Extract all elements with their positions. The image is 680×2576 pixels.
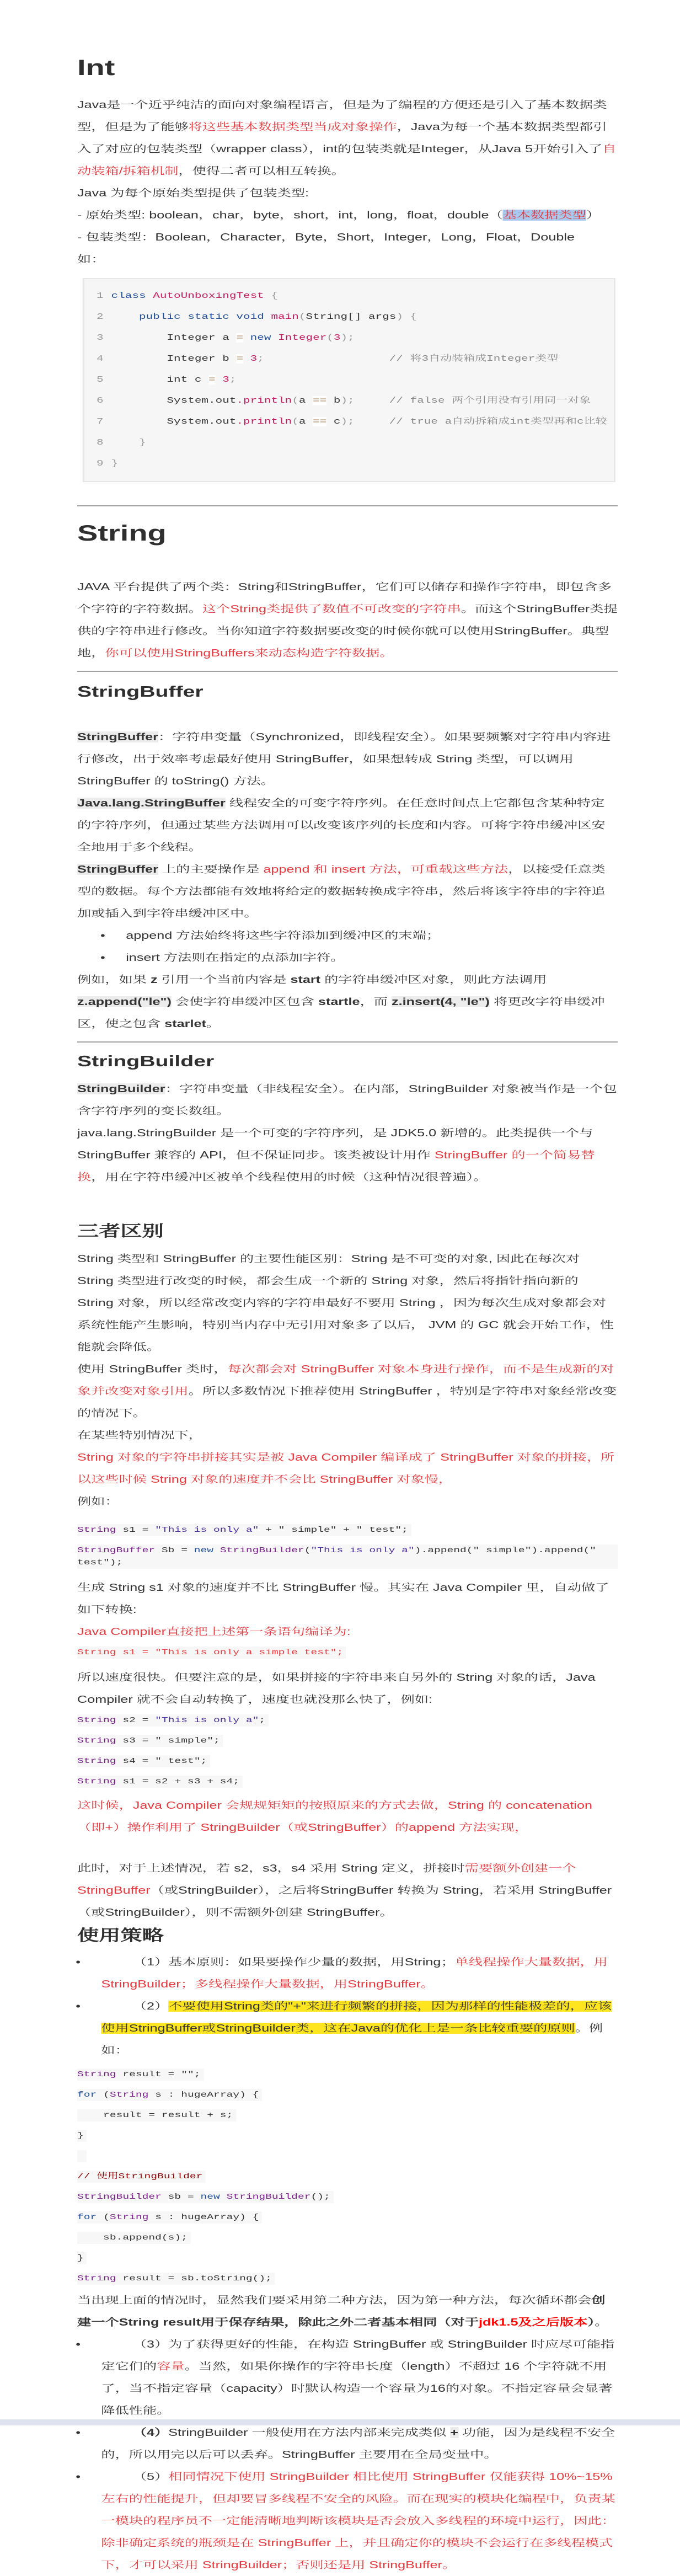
text-segment: 例如： — [77, 1496, 119, 1507]
code-line — [84, 453, 614, 474]
code-block — [83, 278, 615, 482]
line-number: 8 — [96, 438, 104, 447]
line-number: 2 — [96, 312, 104, 322]
code-token: String — [77, 1716, 116, 1725]
text-red: String 对象的字符串拼接其实是被 Java Compiler 编译成了 StringBuffer 对象的拼接，所以这些时候 String 对象的速度并不会比 StringBuffer 对象慢， — [77, 1452, 615, 1485]
code-token: String — [77, 1777, 116, 1786]
text-red: 每次都会对 StringBuffer 对象本身进行操作，而不是生成新的对象并改变对象引用 — [77, 1364, 614, 1397]
code-token: Integer b — [111, 354, 237, 364]
code-token: result = ""; — [116, 2070, 201, 2079]
text-segment: 使用策略 — [77, 1927, 164, 1944]
code-token: c — [326, 417, 341, 426]
code-token: String — [77, 1526, 116, 1535]
section-heading — [77, 54, 618, 82]
text-segment: 。 — [206, 1018, 221, 1029]
text-segment: StringBuilder 一般使用在方法内部来完成类似 — [168, 2427, 451, 2438]
code-token: } — [77, 2254, 84, 2263]
text-icode: StringBuilder — [77, 1083, 165, 1094]
code-line — [77, 2273, 275, 2285]
text-segment: ，而 — [360, 996, 392, 1007]
paragraph — [77, 1248, 618, 1358]
bullet-icon: • — [100, 952, 105, 963]
text-segment: 将更改字符串缓冲区，使之包含 — [77, 996, 605, 1029]
code-token: ).append(" simple").append(" test"); — [77, 1546, 603, 1567]
list-item — [77, 2466, 618, 2576]
code-token: { — [271, 291, 279, 301]
text-segment: 此时，对于上述情况，若 s2，s3，s4 采用 String 定义，拼接时 — [77, 1863, 465, 1874]
code-token: "This is only a" — [155, 1716, 259, 1725]
line-number: 5 — [96, 375, 104, 384]
paragraph — [77, 858, 618, 924]
code-line — [77, 1524, 411, 1536]
code-token: ); — [340, 417, 355, 426]
code-token: 3 — [243, 354, 258, 364]
code-token: // true a自动拆箱成int类型再和c比较 — [354, 417, 607, 426]
text-segment: ：字符串变量（Synchronized，即线程安全）。如果要频繁对字符串内容进行修改，出于效率考虑最好使用 StringBuffer，如果想转成 String 类型，可以调用 StringBuffer 的 toString() 方法。 — [77, 731, 611, 787]
code-line — [84, 432, 614, 453]
text-segment: 如： — [77, 254, 105, 265]
text-segment: 使用 StringBuffer 类时， — [77, 1364, 228, 1375]
text-icode: z.append("le") — [77, 996, 172, 1007]
paragraph — [77, 182, 618, 204]
text-segment: 功能，因为是线程不安全的，所以用完以后可以丢弃。StringBuffer 主要用在全局变量中。 — [101, 2427, 615, 2460]
paragraph — [77, 248, 618, 270]
code-token: .println — [236, 396, 292, 405]
code-line — [84, 286, 614, 307]
text-segment: StringBuffer — [77, 683, 204, 700]
code-token: + " simple" + " test"; — [259, 1526, 408, 1535]
code-token: ; — [229, 375, 237, 384]
article-content — [77, 54, 618, 2576]
list-item — [77, 924, 618, 947]
text-yellow: 不要使用String类的"+"来进行频繁的拼接，因为那样的性能极差的，应该使用StringBuffer或StringBuilder类，这在Java的优化上是一条比较重要的原则 — [101, 2001, 612, 2034]
paragraph — [77, 1424, 618, 1446]
list-item — [77, 2333, 618, 2422]
code-token: ); — [340, 396, 355, 405]
code-line — [77, 1544, 618, 1569]
text-segment: String — [77, 521, 167, 546]
text-red: 你可以使用StringBuffers来动态构造字符数据。 — [105, 648, 394, 659]
bullet-list — [77, 924, 618, 969]
code-token: for — [77, 2213, 97, 2222]
section-heading — [77, 1049, 618, 1073]
code-token: System.out — [111, 396, 237, 405]
text-red: 单线程操作大量数据，用StringBuilder；多线程操作大量数据，用StringBuffer。 — [101, 1957, 608, 1990]
paragraph — [77, 1446, 618, 1490]
bullet-icon: • — [76, 2339, 81, 2350]
text-bold: z — [151, 974, 158, 985]
divider — [77, 671, 618, 672]
code-token: sb.append(s); — [77, 2233, 188, 2242]
text-segment: 引用一个当前内容是 — [157, 974, 291, 985]
code-token: class — [111, 291, 153, 301]
code-token: public static void — [111, 312, 271, 322]
code-line — [77, 2089, 262, 2101]
text-segment: - 原始类型: boolean，char，byte，short，int，long，float，double（ — [77, 210, 503, 221]
list-item — [77, 2422, 618, 2466]
code-token: s3 = " simple"; — [116, 1736, 220, 1745]
text-bold: 创建一个String result用于保存结果，除此之外二者基本相同（对于 — [77, 2295, 606, 2328]
paragraph — [77, 1794, 618, 1839]
code-line — [77, 2150, 87, 2162]
code-line — [77, 1755, 210, 1767]
paragraph — [77, 1576, 618, 1621]
code-token: == — [313, 417, 327, 426]
bullet-icon: • — [76, 2427, 81, 2438]
code-line — [77, 2232, 191, 2244]
code-token: String — [109, 2091, 149, 2099]
text-segment: - 包装类型：Boolean，Character，Byte，Short，Integer，Long，Float，Double — [77, 232, 575, 243]
text-red: Java Compiler直接把上述第一条语句编译为: — [77, 1626, 351, 1637]
paragraph — [77, 1666, 618, 1711]
code-token: String — [77, 2274, 116, 2283]
text-segment: 的字符串缓冲区对象，则此方法调用 — [320, 974, 547, 985]
code-token: ) { — [396, 312, 417, 322]
text-bold: ） — [587, 2317, 595, 2328]
text-segment: ，以接受任意类型的数据。每个方法都能有效地将给定的数据转换成字符串，然后将该字符串的字符追加或插入到字符串缓冲区中。 — [77, 864, 606, 919]
text-segment: 。而这个StringBuffer类提供的字符串进行修改。当你知道字符数据要改变的时候你就可以使用StringBuffer。典型地， — [77, 603, 618, 659]
code-token: String[] args — [306, 312, 397, 322]
code-line — [77, 2109, 236, 2121]
code-token — [77, 2152, 84, 2161]
code-line — [84, 370, 614, 391]
code-token: == — [313, 396, 327, 405]
text-segment: 。所以多数情况下推荐使用 StringBuffer ，特别是字符串对象经常改变的情况下。 — [77, 1386, 617, 1419]
text-red: 自动装箱/拆箱机制 — [77, 143, 617, 177]
code-token: Integer a — [111, 333, 237, 343]
code-line — [77, 1647, 346, 1659]
bullet-icon: • — [76, 2471, 81, 2482]
code-line — [84, 411, 614, 432]
paragraph — [77, 1621, 618, 1643]
code-token: s1 = s2 + s3 + s4; — [116, 1777, 240, 1786]
code-token: .println — [236, 417, 292, 426]
text-segment: 。 — [595, 2317, 609, 2328]
code-token: // false 两个引用没有引用同一对象 — [354, 396, 591, 405]
line-number: 9 — [96, 459, 104, 468]
code-token: StringBuilder — [219, 2193, 311, 2201]
code-token: "This is only a" — [310, 1546, 415, 1555]
bullet-list — [77, 1951, 618, 2061]
code-token: ( — [292, 396, 299, 405]
paragraph — [77, 226, 618, 248]
code-snippet — [77, 1643, 618, 1663]
code-line — [77, 2191, 333, 2203]
code-token: } — [111, 459, 119, 468]
code-line — [77, 2171, 206, 2183]
text-segment: 三者区别 — [77, 1222, 164, 1239]
section-heading — [77, 1219, 618, 1243]
paragraph — [77, 969, 618, 1035]
divider — [77, 505, 618, 506]
code-token: s2 = — [116, 1716, 156, 1725]
text-segment: 线程安全的可变字符序列。在任意时间点上它都包含某种特定的字符序列，但通过某些方法调用可以改变该序列的长度和内容。可将字符串缓冲区安全地用于多个线程。 — [77, 798, 606, 853]
bullet-icon: • — [76, 2001, 81, 2012]
code-token: main — [271, 312, 299, 322]
code-snippet — [77, 2065, 618, 2289]
paragraph — [77, 94, 618, 182]
code-token: String — [77, 2070, 116, 2079]
line-number: 1 — [96, 291, 104, 301]
paragraph — [77, 576, 618, 664]
text-segment: （1）基本原则：如果要操作少量的数据，用String； — [132, 1957, 455, 1968]
text-red: 需要额外创建一个 StringBuffer — [77, 1863, 576, 1896]
text-segment: ） — [586, 210, 601, 221]
code-token: = — [236, 354, 244, 364]
text-segment: ，Java为每一个基本数据类型都引入了对应的包装类型（wrapper class），int的包装类就是Integer，从Java 5开始引入了 — [77, 121, 607, 154]
text-red: 将这些基本数据类型当成对象操作 — [188, 121, 397, 132]
text-segment: Java是一个近乎纯洁的面向对象编程语言，但是为了编程的方便还是引入了基本数据类型，但是为了能够 — [77, 99, 607, 132]
code-token: StringBuilder — [213, 1546, 304, 1555]
text-segment: 当出现上面的情况时，显然我们要采用第二种方法，因为第一种方法，每次循环都会 — [77, 2295, 592, 2306]
text-bold: startle — [318, 996, 360, 1007]
text-red: 容量 — [157, 2361, 185, 2372]
code-line — [84, 391, 614, 411]
code-line — [77, 1776, 243, 1788]
code-token: // 将3自动装箱成Integer类型 — [264, 354, 559, 364]
code-token: Sb = — [155, 1546, 194, 1555]
bottom-bar — [0, 2419, 680, 2425]
text-red: 这时候，Java Compiler 会规规矩矩的按照原来的方式去做，String 的 concatenation（即+）操作利用了 StringBuilder（或StringBuffer）的append 方法实现， — [77, 1800, 593, 1833]
text-segment: （5） — [132, 2471, 169, 2482]
text-segment: 所以速度很快。但要注意的是，如果拼接的字符串来自另外的 String 对象的话，Java Compiler 就不会自动转换了，速度也就没那么快了，例如: — [77, 1672, 596, 1705]
text-segment: StringBuilder — [77, 1052, 215, 1070]
text-bold: （4） — [132, 2427, 169, 2438]
bullet-icon: • — [76, 1957, 81, 1968]
list-item — [77, 1995, 618, 2061]
text-segment: 在某些特别情况下， — [77, 1430, 202, 1441]
text-icode: StringBuffer — [77, 864, 158, 875]
code-line — [77, 1735, 223, 1747]
code-token: sb = — [161, 2193, 201, 2201]
code-token: ( — [298, 312, 306, 322]
text-red: 相同情况下使用 StringBuilder 相比使用 StringBuffer 仅能获得 10%~15% 左右的性能提升，但却要冒多线程不安全的风险。而在现实的模块化编程中，负责某一模块的程序员不一定能清晰地判断该模块是否会放入多线程的环境中运行，因此：除非确定系统的瓶颈是在 StringBuffer 上，并且确定你的模块不会运行在多线程模式下，才可以采用 StringBuilder；否则还是用 StringBuffer。 — [101, 2471, 615, 2570]
code-token: result = sb.toString(); — [116, 2274, 272, 2283]
text-red: StringBuffer 的一个简易替换 — [77, 1150, 595, 1183]
code-token: s4 = " test"; — [116, 1757, 207, 1766]
text-segment: 会使字符串缓冲区包含 — [171, 996, 318, 1007]
code-token: } — [77, 2131, 84, 2140]
code-token: a — [298, 396, 313, 405]
code-snippet — [77, 1711, 618, 1792]
code-token: ( — [292, 417, 299, 426]
list-item — [77, 947, 618, 969]
text-segment: JAVA 平台提供了两个类：String和StringBuffer，它们可以储存和操作字符串，即包含多个字符的字符数据。 — [77, 581, 612, 614]
paragraph — [77, 204, 618, 226]
code-token: int c — [111, 375, 209, 384]
code-token: StringBuffer — [77, 1546, 156, 1555]
text-segment: 例如，如果 — [77, 974, 151, 985]
paragraph — [77, 2289, 618, 2333]
paragraph — [77, 1857, 618, 1923]
code-token: s : hugeArray) { — [148, 2091, 259, 2099]
code-token: (); — [310, 2193, 330, 2201]
code-token: "This is only a" — [155, 1526, 259, 1535]
code-token: ( — [97, 2213, 110, 2222]
bullet-icon: • — [100, 930, 105, 941]
line-number: 7 — [96, 417, 104, 426]
code-token: // 使用StringBuilder — [77, 2172, 203, 2181]
text-segment: 上的主要操作是 — [158, 864, 264, 875]
text-segment: （3）为了获得更好的性能，在构造 StringBuffer 或 StringBuilder 时应尽可能指定它们的 — [101, 2339, 615, 2372]
code-token: String s1 = "This is only a simple test"; — [77, 1648, 344, 1657]
code-token: String — [77, 1757, 116, 1766]
code-token: String — [109, 2213, 149, 2222]
paragraph — [77, 1358, 618, 1424]
text-segment: 生成 String s1 对象的速度并不比 StringBuffer 慢。其实在 Java Compiler 里，自动做了如下转换: — [77, 1582, 609, 1615]
code-token: ); — [340, 333, 355, 343]
code-token: 3 — [333, 333, 341, 343]
code-line — [77, 2252, 87, 2264]
code-token: ; — [257, 354, 264, 364]
text-segment: 。当然，如果你操作的字符串长度（length）不超过 16 个字符就不用了，当不指定容量（capacity）时默认构造一个容量为16的对象。不指定容量会显著降低性能。 — [101, 2361, 613, 2416]
code-token: s : hugeArray) { — [148, 2213, 259, 2222]
code-token: result = result + s; — [77, 2111, 233, 2120]
paragraph — [77, 1122, 618, 1188]
paragraph — [77, 1490, 618, 1513]
code-token: 3 — [215, 375, 229, 384]
text-segment: String 类型和 StringBuffer 的主要性能区别：String 是不可变的对象, 因此在每次对 String 类型进行改变的时候，都会生成一个新的 String 对象，然后将指针指向新的 String 对象，所以经常改变内容的字符串最好不要用 String ，因为每次生成对象都会对系统性能产生影响，特别当内存中无引用对象多了以后， JVM 的 GC 就会开始工作，性能就会降低。 — [77, 1253, 614, 1353]
text-segment: append 方法始终将这些字符添加到缓冲区的末端； — [126, 930, 441, 941]
text-icode: StringBuffer — [77, 731, 158, 742]
code-line — [77, 2130, 87, 2142]
code-token: StringBuilder — [77, 2193, 162, 2201]
code-token: = — [208, 375, 216, 384]
text-segment: Int — [77, 56, 115, 80]
bullet-list — [77, 2333, 618, 2576]
code-token: Integer — [278, 333, 327, 343]
section-heading — [77, 520, 618, 547]
text-segment: Java 为每个原始类型提供了包装类型: — [77, 188, 309, 199]
code-token: new — [243, 333, 279, 343]
text-segment: ：字符串变量（非线程安全）。在内部，StringBuilder 对象被当作是一个包含字符序列的变长数组。 — [77, 1083, 617, 1116]
code-line — [77, 1714, 269, 1727]
code-token: ( — [97, 2091, 110, 2099]
code-line — [84, 349, 614, 370]
text-segment: 。例如： — [101, 2023, 603, 2056]
code-token: System.out — [111, 417, 237, 426]
code-snippet — [77, 1520, 618, 1573]
paragraph — [77, 792, 618, 858]
code-token: a — [298, 417, 313, 426]
code-token: new — [200, 2193, 220, 2201]
code-token: ; — [259, 1716, 266, 1725]
text-icode: z.insert(4, "le") — [391, 996, 490, 1007]
paragraph — [77, 1078, 618, 1122]
text-bold: start — [290, 974, 321, 985]
code-line — [77, 2069, 204, 2081]
code-token: ( — [304, 1546, 311, 1555]
line-number: 3 — [96, 333, 104, 343]
code-token: s1 = — [116, 1526, 156, 1535]
text-segment: （或StringBuilder），之后将StringBuffer 转换为 String，若采用 StringBuffer（或StringBuilder），则不需额外创建 StringBuffer。 — [77, 1885, 612, 1918]
line-number: 4 — [96, 354, 104, 364]
list-item — [77, 1951, 618, 1995]
text-icode: Java.lang.StringBuffer — [77, 798, 226, 809]
code-token: String — [77, 1736, 116, 1745]
code-token: } — [111, 438, 146, 447]
paragraph — [77, 726, 618, 792]
text-sel: 基本数据类型 — [502, 210, 586, 221]
text-segment: ，使得二者可以相互转换。 — [178, 165, 345, 177]
code-token: for — [77, 2091, 97, 2099]
code-line — [84, 328, 614, 349]
text-red: append 和 insert 方法，可重载这些方法 — [263, 864, 508, 875]
divider — [77, 1041, 618, 1043]
code-line — [84, 307, 614, 328]
text-segment: ，用在字符串缓冲区被单个线程使用的时候（这种情况很普遍）。 — [91, 1172, 488, 1183]
text-segment: （2） — [132, 2001, 169, 2012]
text-redbold: jdk1.5及之后版本 — [479, 2317, 588, 2328]
code-token: AutoUnboxingTest — [153, 291, 271, 301]
section-heading — [77, 1923, 618, 1948]
code-token: ( — [326, 333, 334, 343]
code-token: new — [194, 1546, 214, 1555]
text-segment: java.lang.StringBuilder 是一个可变的字符序列，是 JDK5.0 新增的。此类提供一个与 StringBuffer 兼容的 API，但不保证同步。该类被设计用作 — [77, 1127, 593, 1161]
text-icode: + — [450, 2427, 459, 2438]
code-line — [77, 2211, 262, 2224]
code-token: = — [236, 333, 244, 343]
line-number: 6 — [96, 396, 104, 405]
text-segment: insert 方法则在指定的点添加字符。 — [126, 952, 345, 963]
text-bold: starlet — [164, 1018, 206, 1029]
text-red: 这个String类提供了数值不可改变的字符串 — [202, 603, 461, 614]
section-heading — [77, 680, 618, 704]
code-token: b — [326, 396, 341, 405]
